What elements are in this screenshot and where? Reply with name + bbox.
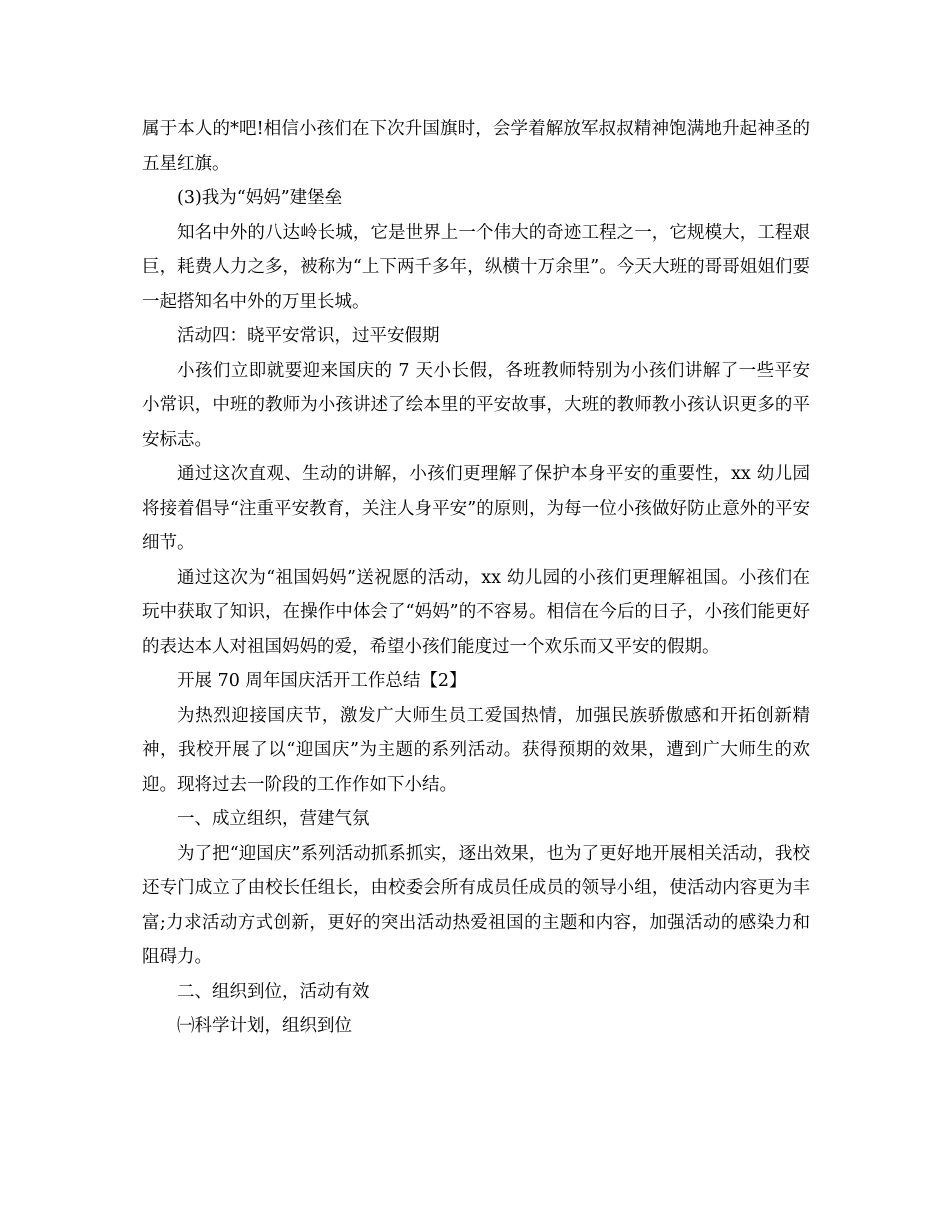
paragraph-organization: 为了把“迎国庆”系列活动抓系抓实，逐出效果，也为了更好地开展相关活动，我校还专门成立了由校长任组长，由校委会所有成员任成员的领导小组，使活动内容更为丰富;力求活动方式创新，更好的突出活动热爱祖国的主题和内容，加强活动的感染力和阻碍力。 bbox=[142, 843, 810, 967]
subheading-planning: ㈠科学计划，组织到位 bbox=[177, 1016, 352, 1036]
subheading-fortress: (3)我为“妈妈”建堡垒 bbox=[177, 188, 343, 208]
paragraph-intro: 为热烈迎接国庆节，激发广大师生员工爱国热情，加强民族骄傲感和开拓创新精神，我校开展了以“迎国庆”为主题的系列活动。获得预期的效果，遭到广大师生的欢迎。现将过去一阶段的工作作如下小结。 bbox=[142, 705, 810, 795]
paragraph-great-wall: 知名中外的八达岭长城，它是世界上一个伟大的奇迹工程之一，它规模大，工程艰巨，耗费人力之多，被称为“上下两千多年，纵横十万余里”。今天大班的哥哥姐姐们要一起搭知名中外的万里长城。 bbox=[142, 222, 810, 312]
section-title-2: 开展 70 周年国庆活开工作总结【2】 bbox=[177, 671, 467, 691]
heading-section-two: 二、组织到位，活动有效 bbox=[177, 981, 370, 1002]
heading-section-one: 一、成立组织，营建气氛 bbox=[177, 809, 370, 829]
document-body bbox=[142, 112, 810, 1044]
heading-activity-four: 活动四：晓平安常识，过平安假期 bbox=[177, 326, 440, 346]
paragraph-safety-tips: 小孩们立即就要迎来国庆的 7 天小长假，各班教师特别为小孩们讲解了一些平安小常识，中班的教师为小孩讲述了绘本里的平安故事，大班的教师教小孩认识更多的平安标志。 bbox=[142, 360, 810, 450]
paragraph-continuation: 属于本人的*吧!相信小孩们在下次升国旗时，会学着解放军叔叔精神饱满地升起神圣的五星红旗。 bbox=[142, 119, 810, 174]
paragraph-safety-principle: 通过这次直观、生动的讲解，小孩们更理解了保护本身平安的重要性，xx 幼儿园将接着倡导“注重平安教育，关注人身平安”的原则，为每一位小孩做好防止意外的平安细节。 bbox=[142, 464, 810, 553]
paragraph-activity-summary: 通过这次为“祖国妈妈”送祝愿的活动，xx 幼儿园的小孩们更理解祖国。小孩们在玩中获取了知识，在操作中体会了“妈妈”的不容易。相信在今后的日子，小孩们能更好的表达本人对祖国妈妈的爱，希望小孩们能度过一个欢乐而又平安的假期。 bbox=[142, 567, 810, 657]
